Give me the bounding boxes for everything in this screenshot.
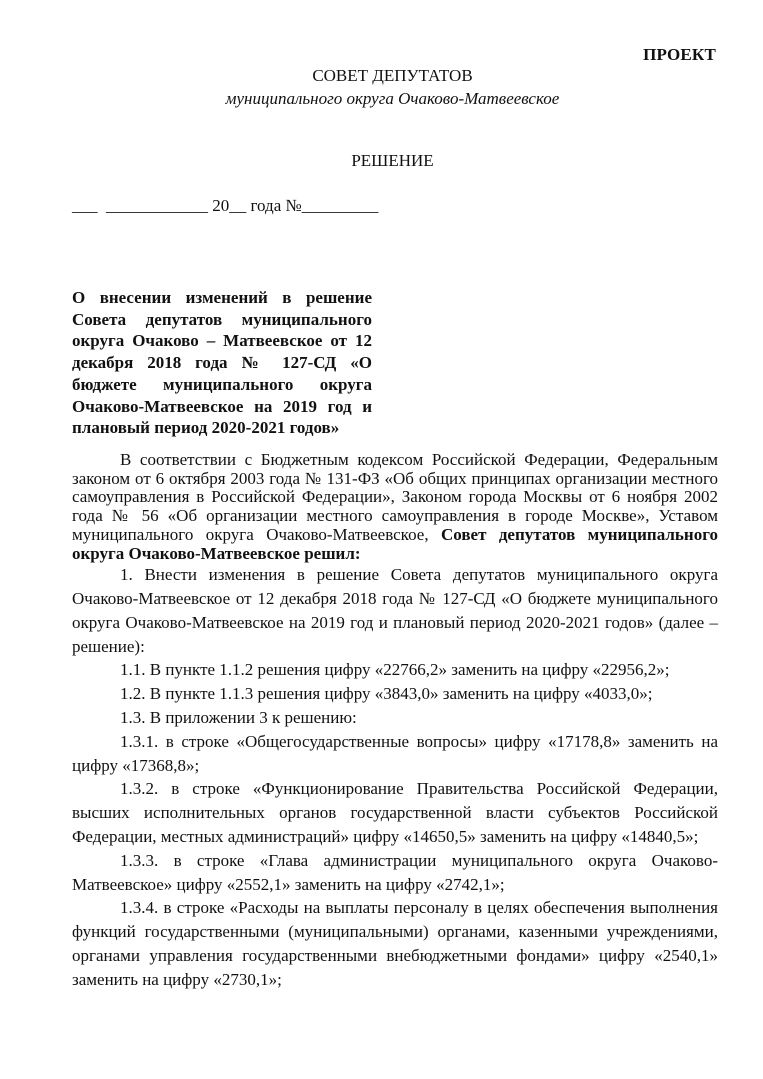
list-item: 1. Внести изменения в решение Совета депутатов муниципального округа Очаково-Матвеевское от 12 декабря 2018 года № 127-СД «О бюджете муниципального округа Очаково-Матвеевское на 2019 год и плановый период 2020-2021 годов» (далее – решение): (72, 565, 718, 656)
date-number-line: ___ ____________ 20__ года №_________ (72, 196, 379, 215)
list-item: 1.3. В приложении 3 к решению: (120, 708, 357, 727)
list-item: 1.3.2. в строке «Функционирование Правительства Российской Федерации, высших исполнительных органов государственной власти субъектов Российской Федерации, местных администраций» цифру «14650,5» заменить на цифру «14840,5»; (72, 779, 718, 846)
draft-stamp: ПРОЕКТ (643, 45, 716, 64)
list-item: 1.3.3. в строке «Глава администрации муниципального округа Очаково-Матвеевское» цифру «2552,1» заменить на цифру «2742,1»; (72, 850, 718, 894)
document-body (72, 451, 718, 992)
list-item: 1.3.1. в строке «Общегосударственные вопросы» цифру «17178,8» заменить на цифру «17368,8»; (72, 731, 718, 775)
list-item: 1.2. В пункте 1.1.3 решения цифру «3843,0» заменить на цифру «4033,0»; (120, 684, 653, 704)
decision-statement: Совет депутатов муниципального округа Очаково-Матвеевское решил: (72, 524, 718, 563)
document-type-heading: РЕШЕНИЕ (351, 151, 434, 170)
amendment-list (72, 563, 718, 991)
list-item: 1.1. В пункте 1.1.2 решения цифру «22766,2» заменить на цифру «22956,2»; (120, 660, 670, 680)
decision-subject: О внесении изменений в решение Совета депутатов муниципального округа Очаково – Матвеевское от 12 декабря 2018 года № 127-СД «О бюджете муниципального округа Очаково-Матвеевское на 2019 год и плановый период 2020-2021 годов» (72, 288, 372, 438)
preamble-text: В соответствии с Бюджетным кодексом Российской Федерации, Федеральным законом от 6 октября 2003 года № 131-ФЗ «Об общих принципах организации местного самоуправления в Российской Федерации», Законом города Москвы от 6 ноября 2002 года № 56 «Об организации местного самоуправления в городе Москве», Уставом муниципального округа Очаково-Матвеевское, (72, 450, 718, 544)
list-item: 1.3.4. в строке «Расходы на выплаты персоналу в целях обеспечения выполнения функций государственными (муниципальными) органами, казенными учреждениями, органами управления государственными внебюджетными фондами» цифру «2540,1» заменить на цифру «2730,1»; (72, 898, 718, 989)
council-title: СОВЕТ ДЕПУТАТОВ (312, 66, 473, 85)
district-subtitle: муниципального округа Очаково-Матвеевское (225, 89, 560, 108)
preamble-paragraph (72, 451, 718, 563)
